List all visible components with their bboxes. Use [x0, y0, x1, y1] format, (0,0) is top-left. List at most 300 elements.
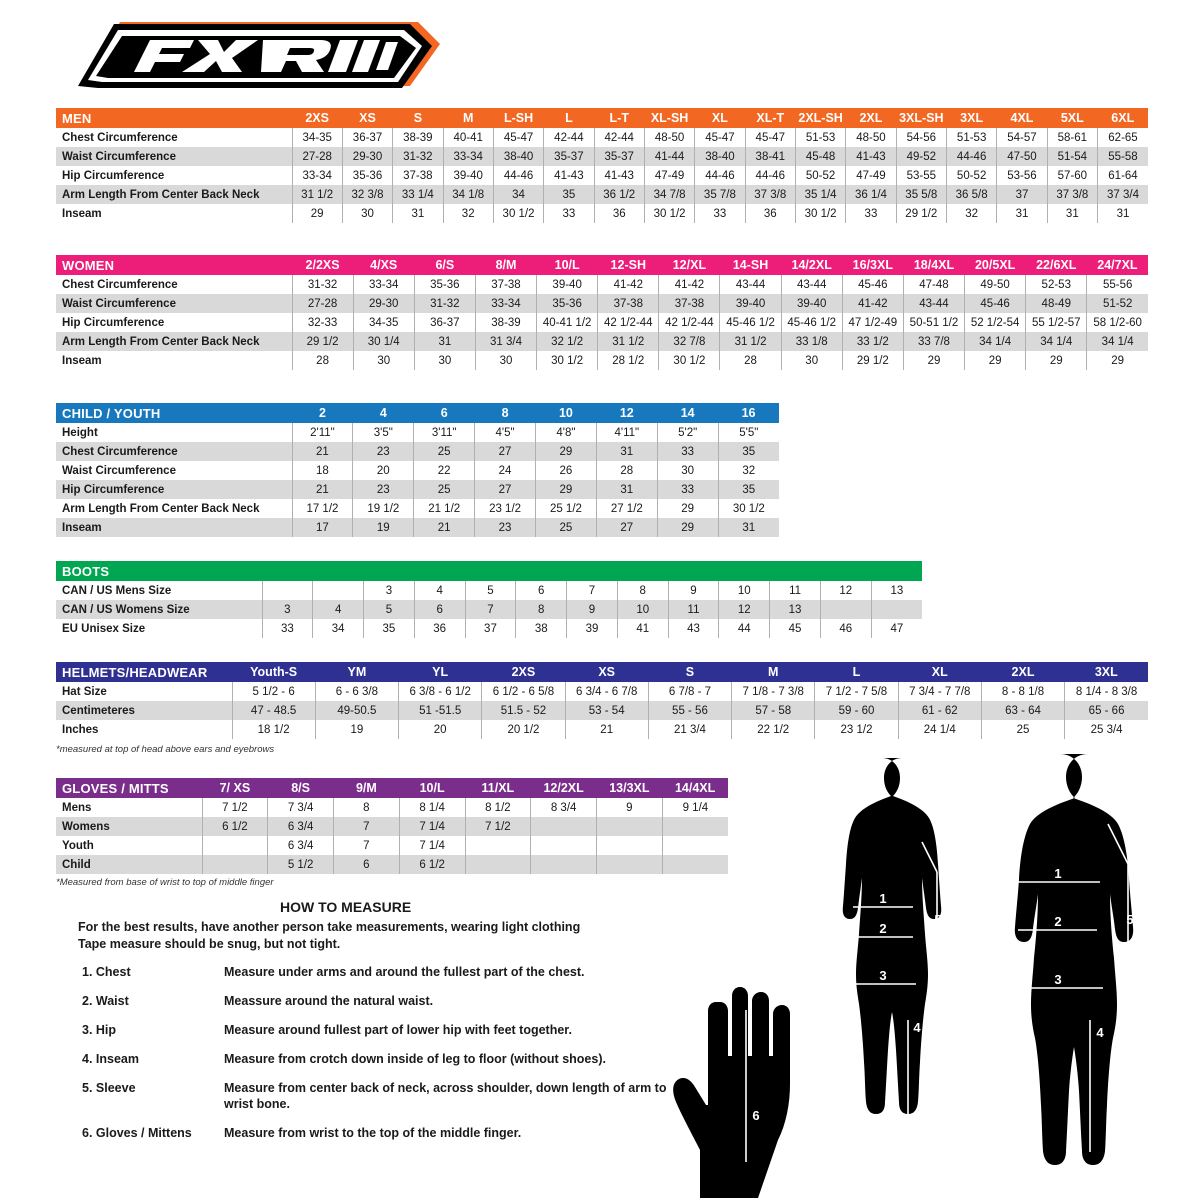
table-cell: 30 [475, 351, 536, 370]
table-cell: 29 [536, 480, 597, 499]
table-cell: 51.5 - 52 [482, 701, 565, 720]
table-cell: 32 7/8 [659, 332, 720, 351]
table-cell: 38-40 [493, 147, 543, 166]
table-cell: 29-30 [353, 294, 414, 313]
measure-instruction [78, 1051, 698, 1067]
table-cell: 28 [292, 351, 353, 370]
table-cell: 12 [719, 600, 770, 619]
table-cell: 29 [965, 351, 1026, 370]
row-label: Inseam [62, 521, 102, 534]
table-cell: 24 1/4 [898, 720, 981, 739]
table-cell: 6 - 6 3/8 [315, 682, 398, 701]
measurement-figures [660, 752, 1200, 1200]
table-header-row [56, 662, 1148, 682]
column-header [871, 561, 922, 581]
column-header [567, 561, 618, 581]
table-cell: 39 [567, 619, 618, 638]
column-header: XL-T [745, 108, 795, 128]
table-cell: 38-41 [745, 147, 795, 166]
table-cell: 45-46 [842, 275, 903, 294]
table-cell [597, 836, 663, 855]
table-cell: 27 [475, 480, 536, 499]
table-cell: 62-65 [1098, 128, 1149, 147]
column-header: 3XL [1065, 662, 1148, 682]
table-women [56, 255, 1148, 370]
table-cell: 18 [292, 461, 353, 480]
column-header [313, 561, 364, 581]
measure-instruction-label: 3. Hip [82, 1023, 117, 1037]
table-cell: 19 1/2 [353, 499, 414, 518]
table-cell: 4'8" [536, 423, 597, 442]
table-cell: 34 1/8 [443, 185, 493, 204]
table-cell: 6 3/4 - 6 7/8 [565, 682, 648, 701]
table-cell: 33 [657, 480, 718, 499]
table-row [56, 701, 1148, 720]
table-cell: 11 [770, 581, 821, 600]
row-label: Centimeteres [62, 704, 135, 717]
table-row [56, 275, 1148, 294]
table-cell: 30 [657, 461, 718, 480]
table-cell: 39-40 [781, 294, 842, 313]
table-cell: 4'11" [596, 423, 657, 442]
table-cell: 21 1/2 [414, 499, 475, 518]
table-cell: 51-53 [795, 128, 845, 147]
table-cell: 12 [820, 581, 871, 600]
table-cell [202, 836, 268, 855]
column-header: 6XL [1098, 108, 1149, 128]
table-cell: 52 1/2-54 [965, 313, 1026, 332]
table-cell: 33 1/2 [842, 332, 903, 351]
table-cell: 35 [718, 442, 779, 461]
row-label: Hip Circumference [62, 483, 165, 496]
table-cell: 10 [719, 581, 770, 600]
column-header: L-T [594, 108, 644, 128]
measure-instruction-text: Measure from center back of neck, across shoulder, down length of arm to wrist bone. [224, 1081, 667, 1111]
table-cell: 27 [596, 518, 657, 537]
table-cell: 47 [871, 619, 922, 638]
table-cell: 41-43 [544, 166, 594, 185]
measure-instruction [78, 1080, 698, 1112]
table-cell: 8 1/2 [465, 798, 531, 817]
table-cell: 50-52 [946, 166, 996, 185]
table-cell: 20 [399, 720, 482, 739]
table-cell: 31 [1047, 204, 1097, 223]
table-cell: 35 [364, 619, 415, 638]
table-cell: 34 1/4 [965, 332, 1026, 351]
table-row [56, 817, 728, 836]
column-header: 2XL [846, 108, 896, 128]
column-header: L-SH [493, 108, 543, 128]
table-cell: 32 [946, 204, 996, 223]
table-cell: 57-60 [1047, 166, 1097, 185]
table-cell: 21 [414, 518, 475, 537]
table-cell: 28 [596, 461, 657, 480]
table-cell [262, 581, 313, 600]
table-cell: 40-41 [443, 128, 493, 147]
table-cell: 31-32 [414, 294, 475, 313]
column-header: L [815, 662, 898, 682]
table-cell: 51-52 [1087, 294, 1148, 313]
table-cell: 34 [493, 185, 543, 204]
table-row [56, 313, 1148, 332]
table-cell: 29 [292, 204, 342, 223]
table-cell: 41-43 [594, 166, 644, 185]
table-cell: 37 3/4 [1098, 185, 1149, 204]
row-label: Waist Circumference [62, 297, 176, 310]
table-cell [313, 581, 364, 600]
table-cell: 29 [1087, 351, 1148, 370]
table-cell [531, 817, 597, 836]
table-row [56, 147, 1148, 166]
table-cell: 4 [414, 581, 465, 600]
table-cell: 8 [617, 581, 668, 600]
measure-instruction [78, 1125, 698, 1141]
table-cell: 41-43 [846, 147, 896, 166]
table-cell: 25 1/2 [536, 499, 597, 518]
table-cell: 52-53 [1026, 275, 1087, 294]
table-cell: 33 7/8 [903, 332, 964, 351]
measure-instruction [78, 1022, 698, 1038]
measure-instruction-text: Measure from crotch down inside of leg to floor (without shoes). [224, 1052, 606, 1066]
table-cell: 9 1/4 [662, 798, 728, 817]
male-marker-1: 1 [1054, 866, 1062, 881]
table-cell: 45-46 1/2 [720, 313, 781, 332]
table-cell: 34 7/8 [644, 185, 694, 204]
table-cell: 3'11" [414, 423, 475, 442]
table-cell: 30 [781, 351, 842, 370]
table-cell: 34 1/4 [1087, 332, 1148, 351]
table-row [56, 351, 1148, 370]
measure-instruction-label: 2. Waist [82, 994, 129, 1008]
table-cell: 7 [465, 600, 516, 619]
row-label: Womens [62, 820, 110, 833]
measure-instruction-label: 6. Gloves / Mittens [82, 1126, 192, 1140]
table-helmets-headwear [56, 662, 1148, 739]
row-label: Youth [62, 839, 94, 852]
female-marker-4: 4 [913, 1020, 921, 1035]
column-header: 6 [414, 403, 475, 423]
table-cell: 8 [334, 798, 400, 817]
table-cell: 27-28 [292, 294, 353, 313]
table-cell: 33 [846, 204, 896, 223]
column-header: 6/S [414, 255, 475, 275]
table-cell: 48-50 [846, 128, 896, 147]
table-cell: 33 [544, 204, 594, 223]
column-header: 22/6XL [1026, 255, 1087, 275]
table-cell: 30 1/2 [659, 351, 720, 370]
table-cell [531, 836, 597, 855]
column-header: 11/XL [465, 778, 531, 798]
table-cell: 21 [292, 442, 353, 461]
table-cell: 21 [565, 720, 648, 739]
table-cell: 7 3/4 - 7 7/8 [898, 682, 981, 701]
table-cell: 33-34 [443, 147, 493, 166]
table-cell: 44 [719, 619, 770, 638]
table-cell: 47-48 [903, 275, 964, 294]
table-cell: 33-34 [292, 166, 342, 185]
table-cell: 29 [1026, 351, 1087, 370]
table-cell: 20 1/2 [482, 720, 565, 739]
table-cell: 54-57 [997, 128, 1047, 147]
table-cell: 7 1/4 [399, 836, 465, 855]
table-cell: 34 1/4 [1026, 332, 1087, 351]
table-cell: 13 [871, 581, 922, 600]
table-cell: 23 [353, 442, 414, 461]
table-row [56, 581, 922, 600]
table-cell: 19 [315, 720, 398, 739]
column-header: 2XL-SH [795, 108, 845, 128]
table-cell: 41-44 [644, 147, 694, 166]
table-cell: 21 3/4 [648, 720, 731, 739]
column-header: XL [898, 662, 981, 682]
table-cell: 25 [536, 518, 597, 537]
row-label: Mens [62, 801, 92, 814]
table-cell: 27 [475, 442, 536, 461]
table-cell: 29-30 [342, 147, 392, 166]
table-cell: 47-49 [644, 166, 694, 185]
table-cell: 11 [668, 600, 719, 619]
table-cell: 30 [342, 204, 392, 223]
table-cell: 40-41 1/2 [537, 313, 598, 332]
table-cell: 35-37 [594, 147, 644, 166]
table-cell: 3 [364, 581, 415, 600]
table-cell: 45-46 [965, 294, 1026, 313]
table-cell: 13 [770, 600, 821, 619]
measure-instruction-label: 1. Chest [82, 965, 131, 979]
column-header: 9/M [334, 778, 400, 798]
table-cell: 10 [617, 600, 668, 619]
table-row [56, 423, 779, 442]
table-cell: 46 [820, 619, 871, 638]
table-row [56, 836, 728, 855]
table-cell: 8 3/4 [531, 798, 597, 817]
measure-instruction-text: Measure around fullest part of lower hip with feet together. [224, 1023, 572, 1037]
table-cell: 32 [443, 204, 493, 223]
table-cell: 28 [720, 351, 781, 370]
table-cell: 38-39 [393, 128, 443, 147]
column-header: 3XL [946, 108, 996, 128]
table-header-row [56, 778, 728, 798]
table-cell: 8 1/4 - 8 3/8 [1065, 682, 1148, 701]
how-to-measure-intro-line2: Tape measure should be snug, but not tight. [78, 937, 341, 951]
table-cell: 31-32 [292, 275, 353, 294]
column-header: Youth-S [232, 662, 315, 682]
row-label: Inseam [62, 354, 102, 367]
male-marker-4: 4 [1096, 1025, 1104, 1040]
table-cell: 9 [668, 581, 719, 600]
female-marker-1: 1 [879, 891, 887, 906]
row-label: Hip Circumference [62, 316, 165, 329]
table-cell: 50-52 [795, 166, 845, 185]
table-cell: 6 1/2 [202, 817, 268, 836]
table-cell [597, 855, 663, 874]
table-cell: 41-42 [842, 294, 903, 313]
column-header: 3XL-SH [896, 108, 946, 128]
table-cell: 55 1/2-57 [1026, 313, 1087, 332]
table-row [56, 204, 1148, 223]
table-cell: 36-37 [342, 128, 392, 147]
table-cell: 7 [334, 836, 400, 855]
table-cell: 5 [465, 581, 516, 600]
column-header [465, 561, 516, 581]
table-gloves-mitts [56, 778, 728, 874]
row-label: Arm Length From Center Back Neck [62, 502, 260, 515]
table-cell: 30 1/2 [795, 204, 845, 223]
table-cell: 37-38 [598, 294, 659, 313]
column-header: 8 [475, 403, 536, 423]
table-cell: 50-51 1/2 [903, 313, 964, 332]
row-label: Inches [62, 723, 99, 736]
measure-instruction [78, 993, 698, 1009]
how-to-measure-intro [78, 919, 678, 953]
table-cell: 58-61 [1047, 128, 1097, 147]
table-cell: 5 1/2 [268, 855, 334, 874]
table-cell: 37 [465, 619, 516, 638]
table-cell [871, 600, 922, 619]
table-title: MEN [56, 108, 292, 128]
column-header [719, 561, 770, 581]
table-cell: 39-40 [720, 294, 781, 313]
table-cell: 61-64 [1098, 166, 1149, 185]
table-cell: 44-46 [946, 147, 996, 166]
table-cell: 55-58 [1098, 147, 1149, 166]
table-cell: 36 [414, 619, 465, 638]
column-header [820, 561, 871, 581]
table-cell [202, 855, 268, 874]
column-header: 2XS [292, 108, 342, 128]
table-cell: 28 1/2 [598, 351, 659, 370]
table-cell: 29 1/2 [292, 332, 353, 351]
table-cell: 31 [718, 518, 779, 537]
column-header: 12/XL [659, 255, 720, 275]
table-cell: 31 1/2 [598, 332, 659, 351]
column-header: 2/2XS [292, 255, 353, 275]
table-title: WOMEN [56, 255, 292, 275]
column-header: XS [565, 662, 648, 682]
row-label: Chest Circumference [62, 445, 178, 458]
table-title: HELMETS/HEADWEAR [56, 662, 232, 682]
table-cell: 7 1/8 - 7 3/8 [732, 682, 815, 701]
table-cell: 37 3/8 [1047, 185, 1097, 204]
table-cell: 41-42 [659, 275, 720, 294]
table-cell: 7 1/2 [465, 817, 531, 836]
table-row [56, 499, 779, 518]
table-cell: 35-36 [537, 294, 598, 313]
column-header: 10/L [399, 778, 465, 798]
column-header: 20/5XL [965, 255, 1026, 275]
table-cell: 29 [657, 499, 718, 518]
measure-instruction-label: 4. Inseam [82, 1052, 139, 1066]
table-row [56, 442, 779, 461]
table-boots [56, 561, 922, 638]
table-cell: 47-50 [997, 147, 1047, 166]
table-cell: 57 - 58 [732, 701, 815, 720]
table-cell: 31 [596, 480, 657, 499]
table-cell: 47-49 [846, 166, 896, 185]
column-header: L [544, 108, 594, 128]
column-header: 2XS [482, 662, 565, 682]
table-cell: 34-35 [292, 128, 342, 147]
column-header: 13/3XL [597, 778, 663, 798]
column-header: 12 [596, 403, 657, 423]
table-cell: 42-44 [544, 128, 594, 147]
table-cell: 31 1/2 [720, 332, 781, 351]
table-row [56, 480, 779, 499]
table-cell: 33 [657, 442, 718, 461]
table-cell: 38 [516, 619, 567, 638]
table-cell: 43-44 [720, 275, 781, 294]
table-cell: 36 [594, 204, 644, 223]
column-header: M [443, 108, 493, 128]
column-header: S [393, 108, 443, 128]
table-cell: 8 1/4 [399, 798, 465, 817]
table-cell: 49-52 [896, 147, 946, 166]
table-cell: 45-48 [795, 147, 845, 166]
table-cell: 31 [1098, 204, 1149, 223]
table-row [56, 619, 922, 638]
table-cell: 36 5/8 [946, 185, 996, 204]
table-men [56, 108, 1148, 223]
table-cell: 34-35 [353, 313, 414, 332]
table-cell: 32 1/2 [537, 332, 598, 351]
table-header-row [56, 255, 1148, 275]
table-cell: 20 [353, 461, 414, 480]
column-header: 14-SH [720, 255, 781, 275]
table-cell: 42 1/2-44 [598, 313, 659, 332]
table-cell: 6 7/8 - 7 [648, 682, 731, 701]
table-cell: 31 [393, 204, 443, 223]
column-header [668, 561, 719, 581]
column-header: 4/XS [353, 255, 414, 275]
table-cell: 55 - 56 [648, 701, 731, 720]
table-cell: 47 1/2-49 [842, 313, 903, 332]
table-cell: 49-50.5 [315, 701, 398, 720]
table-cell: 45-47 [695, 128, 745, 147]
table-cell: 36 1/2 [594, 185, 644, 204]
table-cell: 65 - 66 [1065, 701, 1148, 720]
column-header: 10 [536, 403, 597, 423]
table-cell: 6 1/2 [399, 855, 465, 874]
row-label: Waist Circumference [62, 150, 176, 163]
measure-instruction-text: Measure from wrist to the top of the middle finger. [224, 1126, 522, 1140]
column-header: 8/M [475, 255, 536, 275]
helmets-footnote: *measured at top of head above ears and eyebrows [56, 744, 275, 755]
how-to-measure-title: HOW TO MEASURE [280, 899, 412, 915]
row-label: Arm Length From Center Back Neck [62, 188, 260, 201]
row-label: Hat Size [62, 685, 107, 698]
table-cell: 32-33 [292, 313, 353, 332]
table-cell: 30 1/2 [718, 499, 779, 518]
glove-marker-6: 6 [752, 1108, 760, 1123]
table-cell: 7 1/2 - 7 5/8 [815, 682, 898, 701]
table-cell: 9 [597, 798, 663, 817]
measure-instruction [78, 964, 698, 980]
table-cell: 29 [536, 442, 597, 461]
column-header [364, 561, 415, 581]
table-cell: 35 [544, 185, 594, 204]
table-cell: 6 3/4 [268, 817, 334, 836]
column-header [262, 561, 313, 581]
table-title: CHILD / YOUTH [56, 403, 292, 423]
column-header: YL [399, 662, 482, 682]
male-marker-2: 2 [1054, 914, 1062, 929]
measure-instruction-label: 5. Sleeve [82, 1081, 136, 1095]
table-cell: 35 7/8 [695, 185, 745, 204]
column-header: 12-SH [598, 255, 659, 275]
table-cell: 33 1/8 [781, 332, 842, 351]
table-cell: 44-46 [745, 166, 795, 185]
table-row [56, 518, 779, 537]
